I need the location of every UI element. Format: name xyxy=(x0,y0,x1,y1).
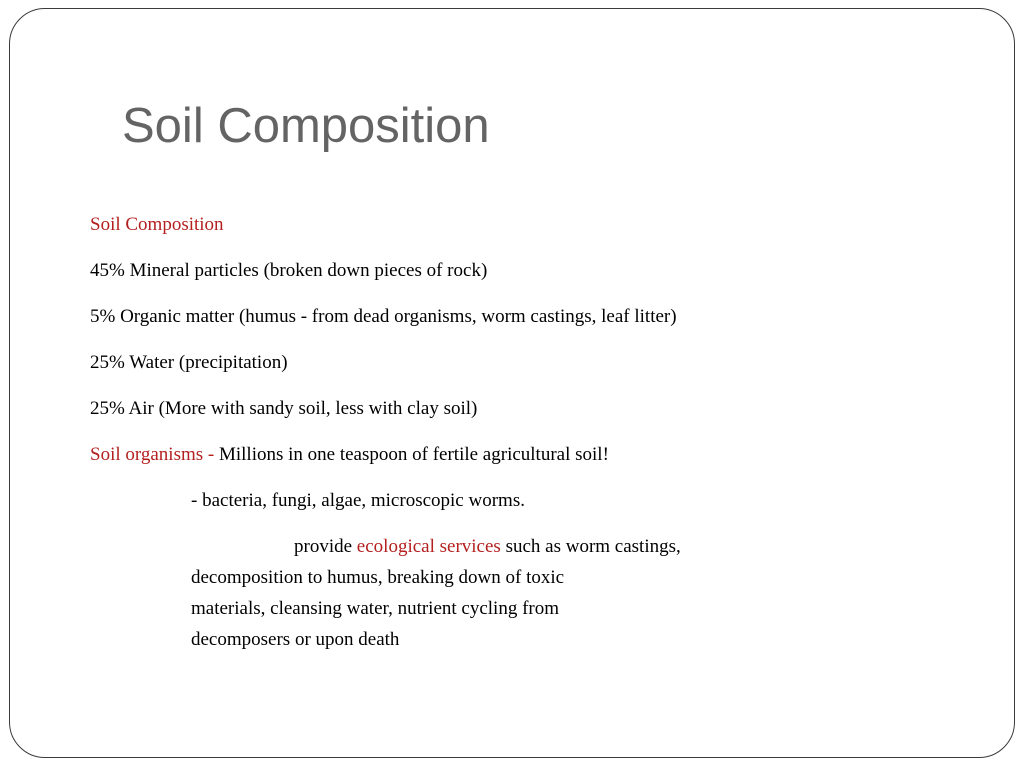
slide-body xyxy=(90,209,970,655)
composition-air: 25% Air (More with sandy soil, less with clay soil) xyxy=(90,398,478,419)
organisms-list: - bacteria, fungi, algae, microscopic worms. xyxy=(191,490,525,511)
soil-organisms-text: Millions in one teaspoon of fertile agricultural soil! xyxy=(214,444,609,465)
slide-title: Soil Composition xyxy=(122,99,490,153)
services-line-2: decomposition to humus, breaking down of toxic xyxy=(191,567,565,588)
composition-organic: 5% Organic matter (humus - from dead organisms, worm castings, leaf litter) xyxy=(90,306,677,327)
ecological-services-term: ecological services xyxy=(356,536,501,557)
composition-mineral: 45% Mineral particles (broken down pieces of rock) xyxy=(90,260,488,281)
services-line-3: materials, cleansing water, nutrient cycling from xyxy=(191,598,560,619)
services-rest: such as worm castings, xyxy=(500,536,681,557)
services-line-4: decomposers or upon death xyxy=(191,629,400,650)
composition-water: 25% Water (precipitation) xyxy=(90,352,288,373)
services-first-line xyxy=(90,531,970,562)
slide-frame xyxy=(9,8,1015,758)
soil-organisms-line xyxy=(90,439,970,485)
soil-organisms-label: Soil organisms - xyxy=(90,444,215,465)
services-lead: provide xyxy=(294,536,357,557)
section-heading: Soil Composition xyxy=(90,214,224,235)
